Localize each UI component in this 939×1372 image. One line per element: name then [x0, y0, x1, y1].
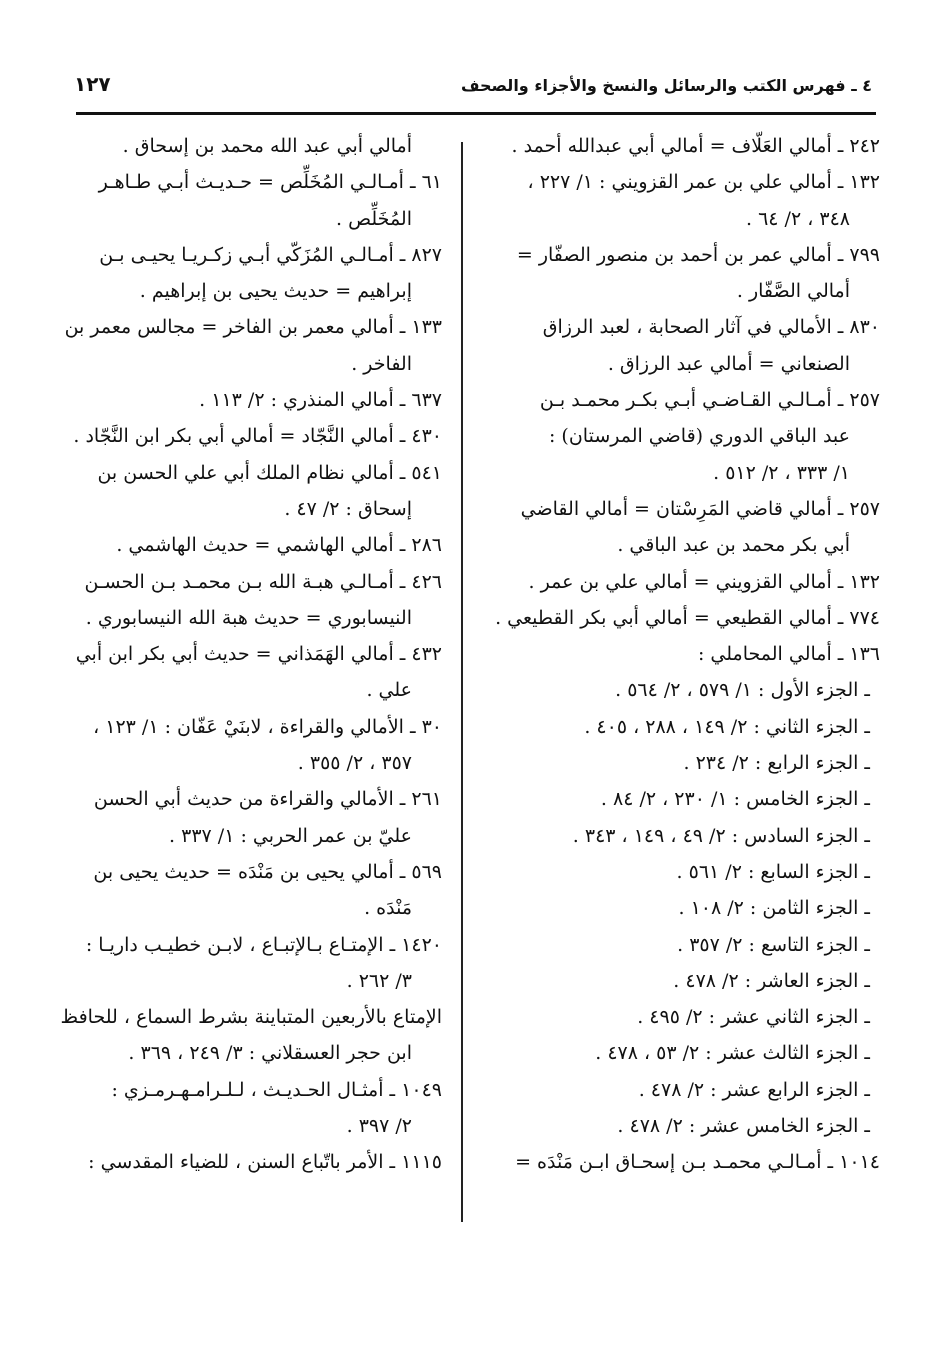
index-entry: ٢٦١ ـ الأمالي والقراءة من حديث أبي الحسن: [93, 788, 442, 811]
index-entry: ٢٥٧ ـ أمـالـي القـاضـي أبـي بكـر محمـد بـن: [539, 389, 880, 412]
index-entry-continuation: إبراهيم = حديث يحيى بن إبراهيم .: [139, 280, 412, 303]
index-entry-continuation: ابن حجر العسقلاني : ٣/ ٢٤٩ ، ٣٦٩ .: [128, 1042, 412, 1065]
index-entry-continuation: عبد الباقي الدوري (قاضي المرستان) :: [548, 425, 850, 448]
index-entry: ٣٠ ـ الأمالي والقراءة ، لابنَيْ عَفّان : ١/ ١٢٣ ،: [93, 715, 442, 738]
index-subentry: ـ الجزء الخامس : ١/ ٢٣٠ ، ٢/ ٨٤ .: [600, 788, 870, 811]
index-entry: ٤٣٢ ـ أمالي الهَمَذاني = حديث أبي بكر ابن أبي: [75, 643, 442, 666]
index-subentry: ـ الجزء الثاني : ٢/ ١٤٩ ، ٢٨٨ ، ٤٠٥ .: [584, 715, 870, 738]
index-entry-continuation: علي .: [366, 679, 412, 702]
index-entry: ٦١ ـ أمـالـي المُخَلِّص = حـديـث أبـي طـاهـر: [98, 171, 442, 194]
left-column: [62, 128, 442, 1181]
index-subentry: ـ الجزء الثاني عشر : ٢/ ٤٩٥ .: [637, 1006, 870, 1029]
index-entry: ١٠١٤ ـ أمـالـي محمـد بـن إسحـاق ابـن مَنْدَه =: [515, 1151, 880, 1174]
index-subentry: ـ الجزء التاسع : ٢/ ٣٥٧ .: [677, 933, 870, 956]
index-entry: ٢٨٦ ـ أمالي الهاشمي = حديث الهاشمي .: [116, 534, 442, 557]
index-entry: ١٣٢ ـ أمالي القزويني = أمالي علي بن عمر .: [528, 570, 880, 593]
index-entry: ١٣٣ ـ أمالي معمر بن الفاخر = مجالس معمر بن: [64, 316, 442, 339]
index-entry: ٦٣٧ ـ أمالي المنذري : ٢/ ١١٣ .: [199, 389, 442, 412]
index-subentry: ـ الجزء الخامس عشر : ٢/ ٤٧٨ .: [617, 1115, 870, 1138]
index-subentry: ـ الجزء الثالث عشر : ٢/ ٥٣ ، ٤٧٨ .: [595, 1042, 870, 1065]
index-entry: ٥٤١ ـ أمالي نظام الملك أبي علي الحسن بن: [97, 461, 442, 484]
page-number: ١٢٧: [74, 72, 111, 96]
index-entry-continuation: أمالي الصَّفّار .: [736, 280, 850, 303]
index-entry-continuation: عليّ بن عمر الحربي : ١/ ٣٣٧ .: [169, 824, 412, 847]
index-subentry: ـ الجزء العاشر : ٢/ ٤٧٨ .: [673, 969, 870, 992]
index-entry-continuation: مَنْدَه .: [364, 897, 412, 920]
index-entry: ٢٤٢ ـ أمالي العَلّاف = أمالي أبي عبدالله أحمد .: [511, 135, 880, 157]
page-header: [62, 70, 880, 110]
index-entry: ٢٥٧ ـ أمالي قاضي المَرِسْتان = أمالي القاضي: [520, 497, 880, 520]
index-entry-continuation: ٣٤٨ ، ٢/ ٦٤ .: [745, 207, 850, 230]
right-column: [496, 128, 880, 1181]
index-entry: ٨٣٠ ـ الأمالي في آثار الصحابة ، لعبد الرزاق: [542, 316, 880, 339]
index-entry: ٥٦٩ ـ أمالي يحيى بن مَنْدَه = حديث يحيى بن: [93, 860, 442, 883]
index-entry: ٤٣٠ ـ أمالي النَّجّاد = أمالي أبي بكر ابن النَّجّاد .: [73, 425, 442, 448]
index-entry-continuation: أمالي أبي عبد الله محمد بن إسحاق .: [122, 135, 412, 157]
index-entry: ٨٢٧ ـ أمـالـي المُزَكّي أبـي زكـريـا يحيـى بـن: [99, 243, 442, 266]
index-subentry: ـ الجزء السابع : ٢/ ٥٦١ .: [676, 860, 870, 883]
index-subentry: ـ الجزء السادس : ٢/ ٤٩ ، ١٤٩ ، ٣٤٣ .: [572, 824, 870, 847]
index-entry-continuation: إسحاق : ٢/ ٤٧ .: [284, 497, 412, 520]
index-entry: ١٣٢ ـ أمالي علي بن عمر القزويني : ١/ ٢٢٧ ،: [527, 171, 880, 194]
index-entry: ١١١٥ ـ الأمر باتّباع السنن ، للضياء المقدسي :: [88, 1151, 442, 1174]
index-entry-continuation: الصنعاني = أمالي عبد الرزاق .: [607, 352, 850, 375]
index-entry-continuation: المُخَلِّص .: [336, 207, 412, 230]
index-entry: ١٤٢٠ ـ الإمتـاع بـالإتبـاع ، لابـن خطيـب داريـا :: [85, 933, 442, 956]
index-entry-continuation: ١/ ٣٣٣ ، ٢/ ٥١٢ .: [713, 461, 850, 484]
index-entry: ٧٩٩ ـ أمالي عمر بن أحمد بن منصور الصفّار =: [516, 243, 880, 266]
index-entry: ١٣٦ ـ أمالي المحاملي :: [697, 643, 880, 666]
header-rule: [76, 112, 876, 115]
index-entry: ٧٧٤ ـ أمالي القطيعي = أمالي أبي بكر القطيعي .: [495, 606, 880, 629]
index-entry-continuation: ٣/ ٢٦٢ .: [346, 969, 412, 992]
index-entry: الإمتاع بالأربعين المتباينة بشرط السماع ، للحافظ: [60, 1006, 442, 1029]
index-entry: ١٠٤٩ ـ أمثـال الحـديـث ، لـلـرامـهـرمـزي :: [111, 1078, 442, 1101]
index-subentry: ـ الجزء الرابع : ٢/ ٢٣٤ .: [683, 752, 870, 775]
index-entry: ٤٢٦ ـ أمـالـي هبـة الله بـن محمـد بـن الحسـن: [84, 570, 442, 593]
index-entry-continuation: النيسابوري = حديث هبة الله النيسابوري .: [85, 606, 412, 629]
column-divider: [461, 142, 463, 1222]
index-entry-continuation: ٢/ ٣٩٧ .: [346, 1115, 412, 1138]
index-entry-continuation: أبي بكر محمد بن عبد الباقي .: [617, 534, 850, 557]
index-subentry: ـ الجزء الثامن : ٢/ ١٠٨ .: [678, 897, 870, 920]
index-entry-continuation: ٣٥٧ ، ٢/ ٣٥٥ .: [297, 752, 412, 775]
index-entry-continuation: الفاخر .: [351, 352, 412, 375]
index-subentry: ـ الجزء الرابع عشر : ٢/ ٤٧٨ .: [638, 1078, 870, 1101]
running-title: ٤ ـ فهرس الكتب والرسائل والنسخ والأجزاء والصحف: [460, 76, 872, 95]
index-subentry: ـ الجزء الأول : ١/ ٥٧٩ ، ٢/ ٥٦٤ .: [615, 679, 870, 702]
